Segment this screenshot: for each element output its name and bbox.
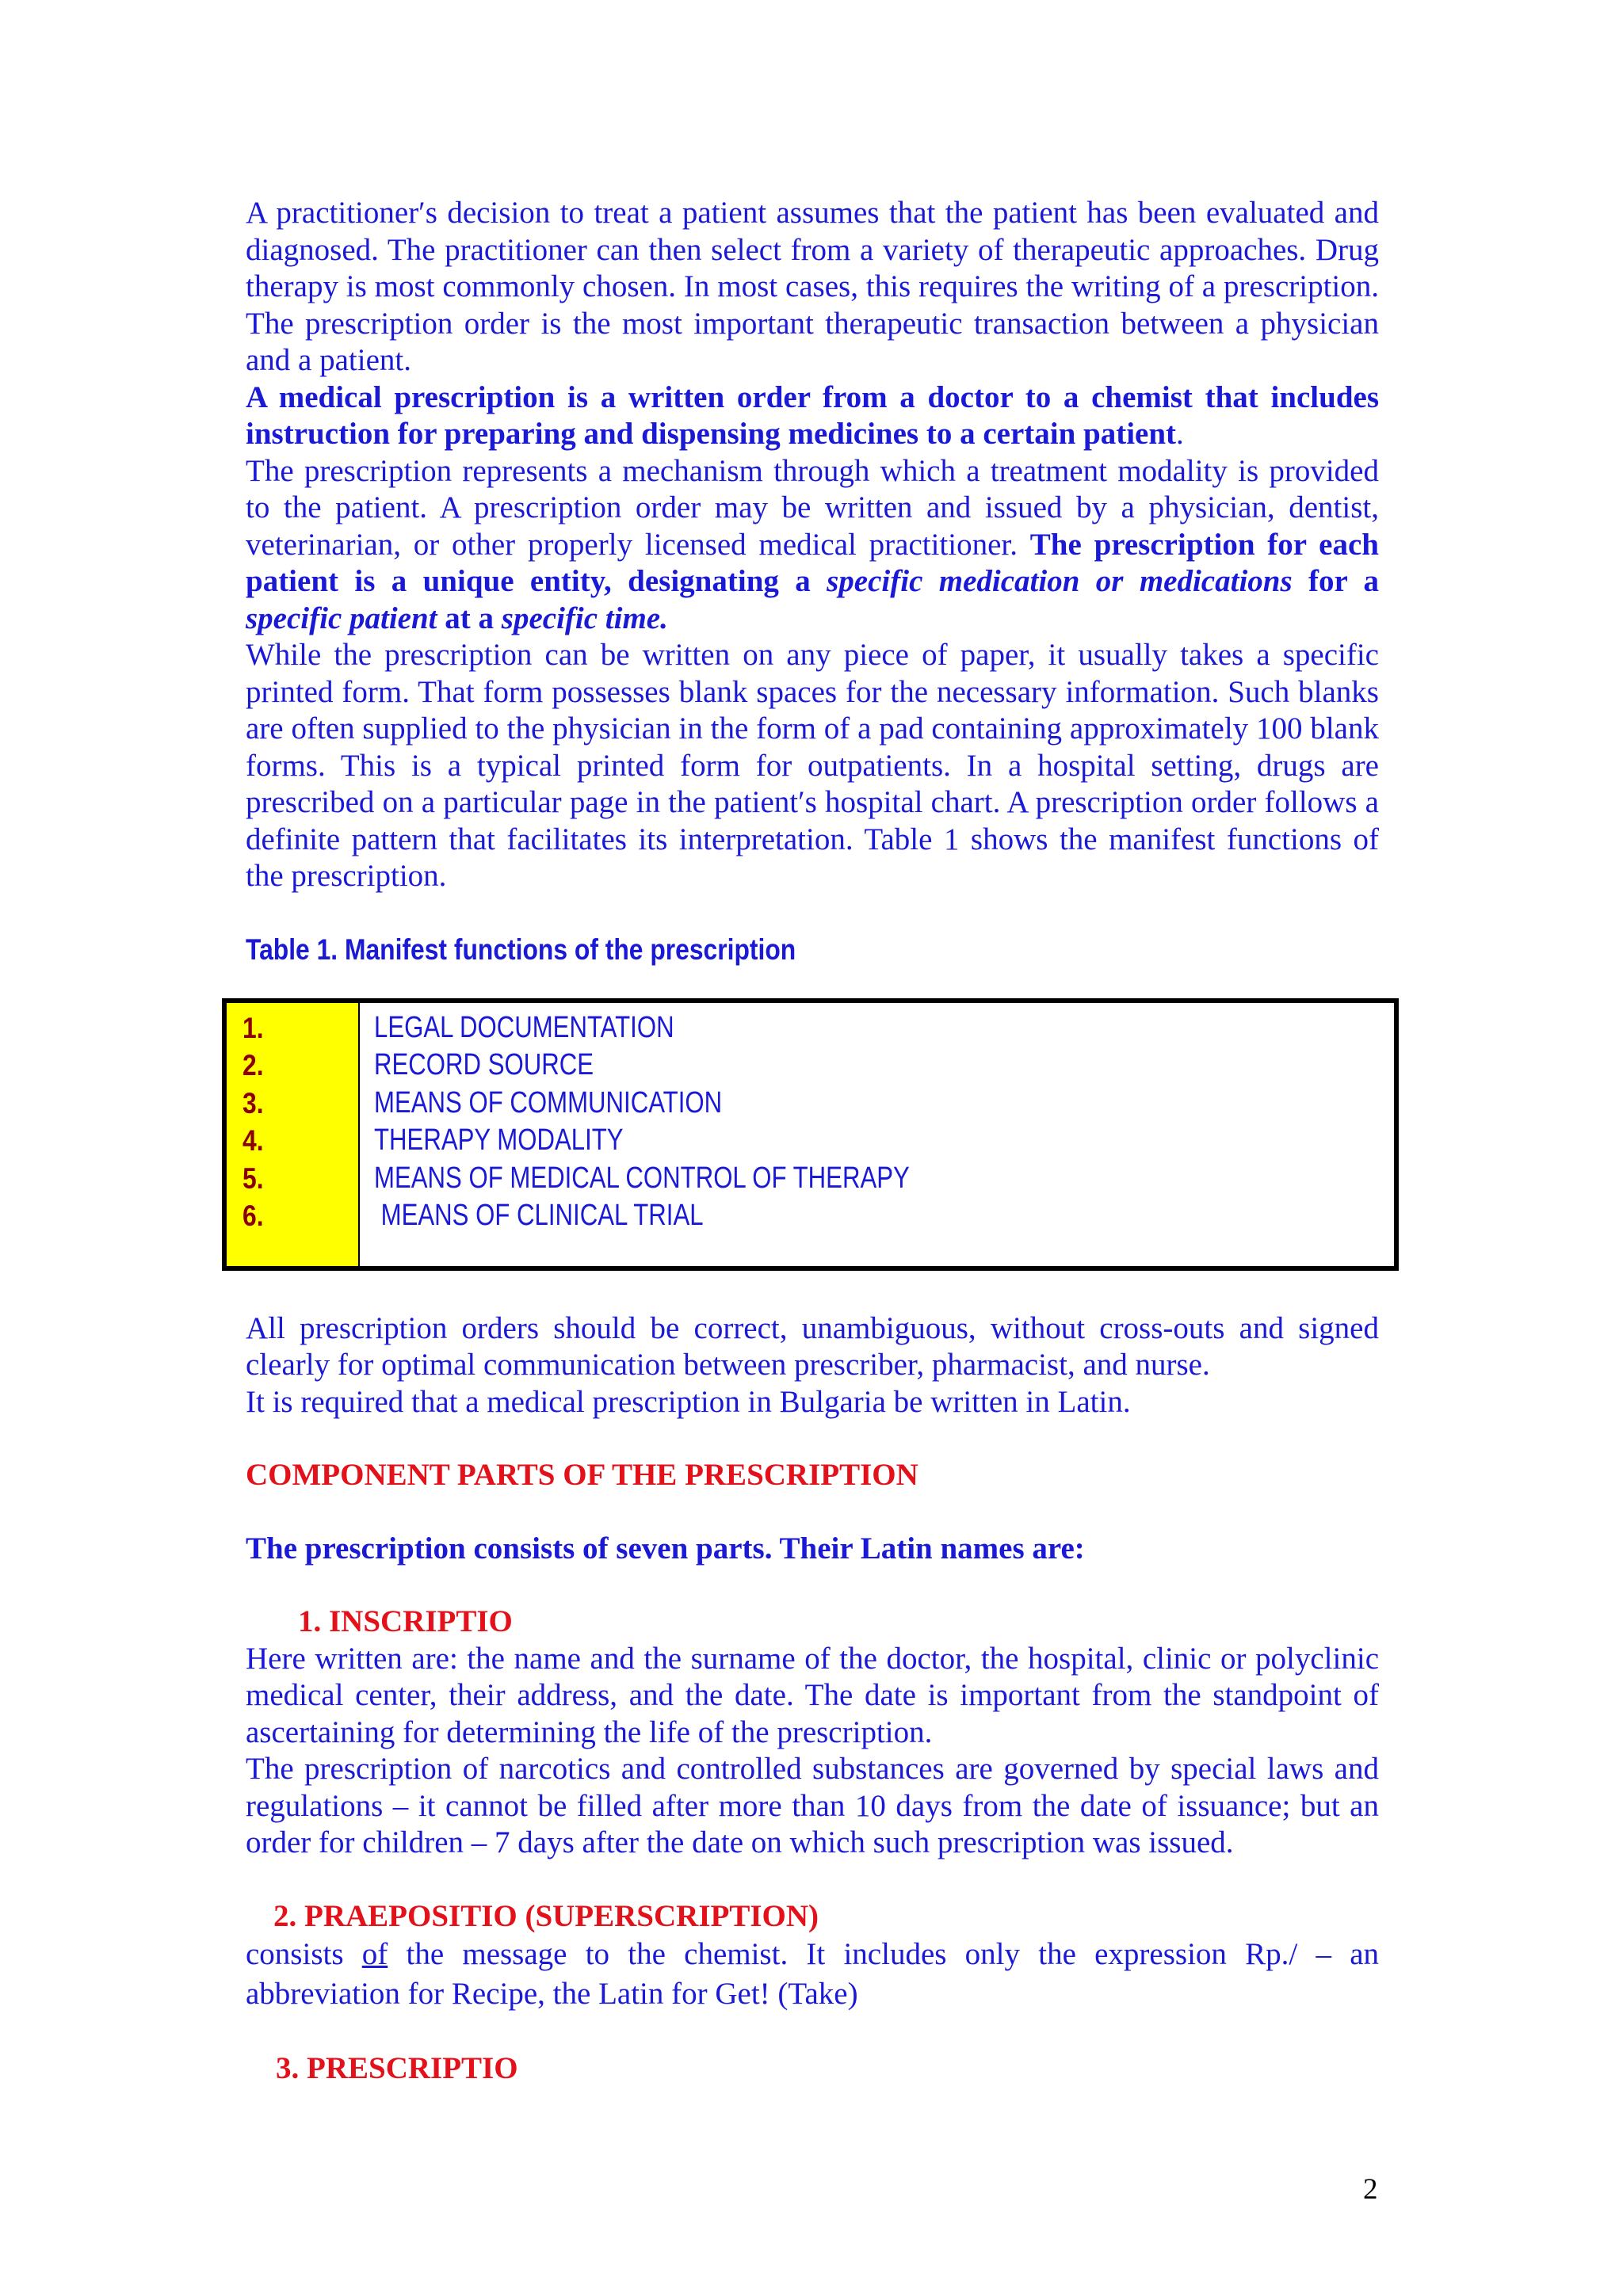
function-item: THERAPY MODALITY — [374, 1123, 624, 1157]
manifest-functions-table — [222, 998, 1399, 1271]
specific-patient-text: specific patient — [246, 601, 437, 635]
page-number: 2 — [1363, 2173, 1378, 2206]
mechanism-paragraph — [246, 453, 1379, 638]
seven-parts-intro: The prescription consists of seven parts. Their Latin names are: — [246, 1531, 1085, 1566]
spacer — [246, 1567, 1379, 1604]
number-column — [227, 1003, 360, 1266]
table-title: Table 1. Manifest functions of the prescription — [246, 933, 796, 966]
spacer — [246, 1271, 1379, 1310]
row-number: 6. — [242, 1199, 264, 1232]
section-heading: COMPONENT PARTS OF THE PRESCRIPTION — [246, 1458, 918, 1492]
narcotics-paragraph: The prescription of narcotics and controlled substances are governed by special laws and regulations – it cannot be filled after more than 10 days from the date of issuance; but an order for children – 7 days after the date on which such prescription was issued. — [246, 1752, 1379, 1859]
spacer — [246, 1421, 1379, 1457]
mechanism-text: The prescription represents a mechanism through which a treatment modality is provided to the patient. A prescription order may be written and issued by a physician, dentist, veterinarian, or other properly licensed medical practitioner. — [246, 453, 1379, 562]
spacer — [246, 895, 1379, 932]
spacer — [246, 2014, 1379, 2050]
page-content — [242, 195, 1380, 2088]
praepositio-text-start: consists — [246, 1937, 362, 1971]
praepositio-paragraph — [246, 1935, 1379, 2014]
unique-entity-text: The prescription for each patient is a unique entity, designating a — [246, 527, 1379, 598]
row-number: 5. — [242, 1161, 264, 1195]
row-number: 3. — [242, 1086, 264, 1119]
definition-end: . — [1176, 417, 1184, 451]
definition-text: A medical prescription is a written order from a doctor to a chemist that includes instruction for preparing and dispensing medicines to a certain patient — [246, 379, 1379, 451]
function-column — [360, 1003, 1027, 1266]
at-a-text: at a — [437, 601, 502, 635]
intro-paragraph: A practitioner′s decision to treat a patient assumes that the patient has been evaluated and diagnosed. The practitioner can then select from a variety of therapeutic approaches. Drug therapy is most commonly chosen. In most cases, this requires the writing of a prescription. The prescription order is the most important therapeutic transaction between a physician and a patient. — [246, 196, 1379, 377]
function-item: MEANS OF MEDICAL CONTROL OF THERAPY — [374, 1161, 910, 1195]
inscriptio-paragraph: Here written are: the name and the surname of the doctor, the hospital, clinic or polyclinic medical center, their address, and the date. The date is important from the standpoint of ascertaining for determining the life of the prescription. — [246, 1641, 1379, 1749]
definition-paragraph — [246, 379, 1379, 453]
part-heading-praepositio: 2. PRAEPOSITIO (SUPERSCRIPTION) — [273, 1898, 819, 1933]
latin-requirement-paragraph: It is required that a medical prescription in Bulgaria be written in Latin. — [246, 1384, 1131, 1419]
row-number: 2. — [242, 1049, 264, 1081]
part-heading-prescriptio: 3. PRESCRIPTIO — [276, 2051, 518, 2085]
underlined-word: of — [361, 1937, 388, 1971]
part-heading-inscriptio: 1. INSCRIPTIO — [298, 1604, 513, 1638]
specific-medication-text: specific medication or medications — [827, 564, 1293, 598]
correctness-paragraph: All prescription orders should be correct, unambiguous, without cross-outs and signed clearly for optimal communication between prescriber, pharmacist, and nurse. — [246, 1310, 1379, 1382]
for-a-text: for a — [1292, 564, 1379, 598]
function-item: MEANS OF CLINICAL TRIAL — [374, 1199, 704, 1232]
row-number: 4. — [242, 1124, 264, 1157]
row-number: 1. — [242, 1011, 264, 1044]
spacer — [246, 1862, 1379, 1898]
printed-form-paragraph: While the prescription can be written on any piece of paper, it usually takes a specific printed form. That form possesses blank spaces for the necessary information. Such blanks are often supplied to the physician in the form of a pad containing approximately 100 blank forms. This is a typical printed form for outpatients. In a hospital setting, drugs are prescribed on a particular page in the patient′s hospital chart. A prescription order follows a definite pattern that facilitates its interpretation. Table 1 shows the manifest functions of the prescription. — [246, 638, 1379, 893]
function-item: LEGAL DOCUMENTATION — [374, 1010, 674, 1044]
function-item: MEANS OF COMMUNICATION — [374, 1085, 723, 1119]
praepositio-text-end: the message to the chemist. It includes only the expression Rp./ – an abbreviation for Recipe, the Latin for Get! (Take) — [246, 1937, 1380, 2011]
spacer — [246, 1494, 1379, 1531]
function-item: RECORD SOURCE — [374, 1048, 594, 1081]
specific-time-text: specific time. — [501, 601, 668, 635]
